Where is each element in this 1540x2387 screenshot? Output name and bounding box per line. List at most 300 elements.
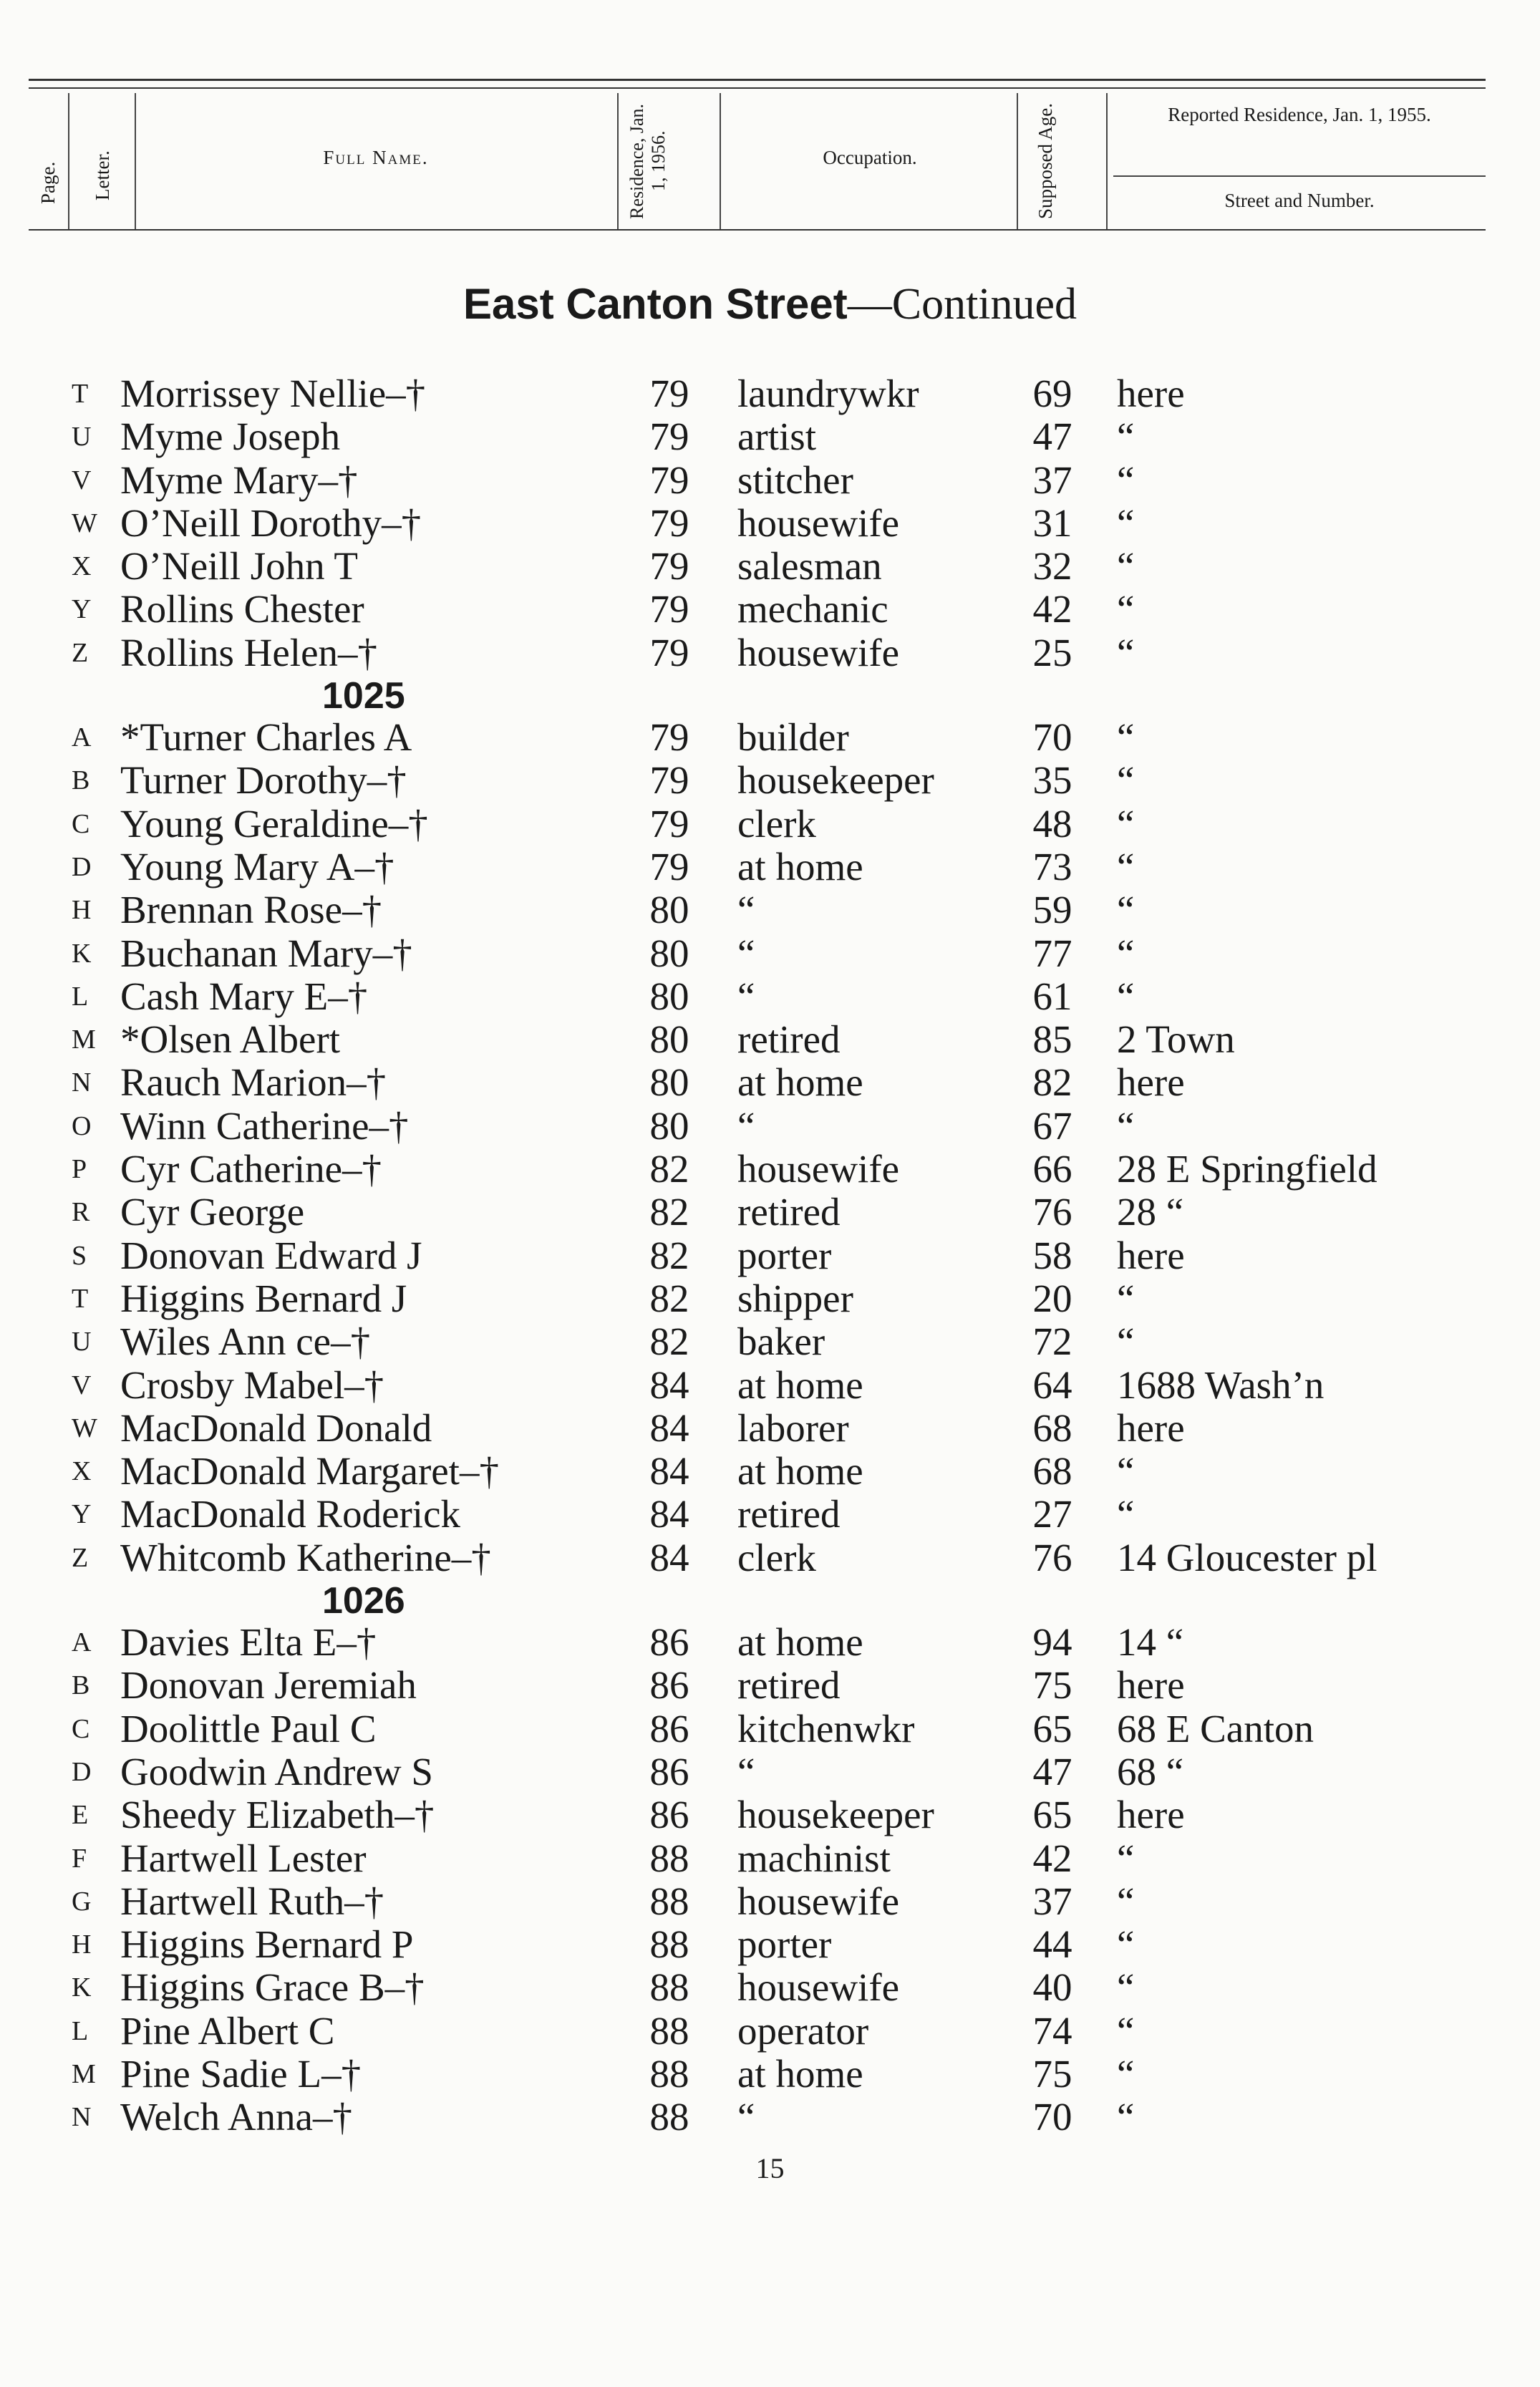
- residence-number: 79: [649, 801, 689, 846]
- resident-row: [0, 1105, 1540, 1148]
- column-header: [29, 79, 1486, 233]
- resident-name: Rauch Marion–†: [120, 1060, 387, 1105]
- supposed-age: 40: [1032, 1965, 1072, 2010]
- resident-row: [0, 502, 1540, 545]
- occupation: builder: [737, 715, 849, 760]
- row-letter: O: [72, 1110, 92, 1141]
- residence-number: 88: [649, 1836, 689, 1880]
- resident-row: [0, 716, 1540, 759]
- resident-row: [0, 1191, 1540, 1234]
- resident-name: Myme Mary–†: [120, 457, 358, 502]
- supposed-age: 82: [1032, 1060, 1072, 1105]
- supposed-age: 31: [1032, 500, 1072, 545]
- row-letter: W: [72, 508, 97, 538]
- occupation: at home: [737, 1060, 863, 1105]
- residence-number: 79: [649, 715, 689, 760]
- row-letter: Z: [72, 1542, 89, 1573]
- supposed-age: 85: [1032, 1017, 1072, 1062]
- row-letter: R: [72, 1197, 90, 1228]
- supposed-age: 65: [1032, 1706, 1072, 1751]
- previous-residence: 28 “: [1117, 1190, 1184, 1234]
- header-reported-residence: Reported Residence, Jan. 1, 1955.: [1168, 104, 1431, 125]
- resident-row: [0, 1493, 1540, 1536]
- header-top-rule: [29, 79, 1486, 81]
- header-street-number: Street and Number.: [1224, 190, 1375, 211]
- directory-page-marker: [0, 1579, 1540, 1621]
- resident-name: Buchanan Mary–†: [120, 931, 412, 975]
- previous-residence: 2 Town: [1117, 1017, 1235, 1062]
- previous-residence: 68 “: [1117, 1749, 1184, 1793]
- resident-name: O’Neill John T: [120, 544, 359, 589]
- resident-name: Rollins Helen–†: [120, 630, 378, 674]
- previous-residence: here: [1117, 1405, 1185, 1450]
- column-divider: [720, 93, 721, 229]
- residence-number: 82: [649, 1190, 689, 1234]
- residence-number: 84: [649, 1449, 689, 1493]
- previous-residence: “: [1117, 1320, 1135, 1364]
- row-letter: U: [72, 1327, 92, 1357]
- residence-number: 82: [649, 1320, 689, 1364]
- occupation: housekeeper: [737, 758, 934, 803]
- occupation: retired: [737, 1017, 841, 1062]
- page-number: 15: [755, 2152, 785, 2184]
- supposed-age: 47: [1032, 1749, 1072, 1793]
- resident-row: [0, 1407, 1540, 1450]
- supposed-age: 76: [1032, 1190, 1072, 1234]
- row-letter: E: [72, 1800, 89, 1831]
- resident-name: Turner Dorothy–†: [120, 758, 407, 803]
- supposed-age: 77: [1032, 931, 1072, 975]
- resident-row: [0, 1621, 1540, 1664]
- row-letter: D: [72, 1756, 92, 1787]
- row-letter: K: [72, 1972, 92, 2003]
- occupation: baker: [737, 1320, 825, 1364]
- row-letter: X: [72, 551, 92, 582]
- occupation: kitchenwkr: [737, 1706, 915, 1751]
- resident-name: Rollins Chester: [120, 587, 364, 631]
- resident-row: [0, 803, 1540, 846]
- residence-number: 79: [649, 500, 689, 545]
- residence-number: 84: [649, 1362, 689, 1407]
- row-letter: K: [72, 938, 92, 969]
- resident-name: Cyr George: [120, 1190, 305, 1234]
- residence-number: 86: [649, 1749, 689, 1793]
- residence-number: 80: [649, 974, 689, 1018]
- residence-number: 84: [649, 1535, 689, 1579]
- section-title: [0, 279, 1540, 330]
- resident-name: Winn Catherine–†: [120, 1103, 409, 1148]
- previous-residence: here: [1117, 1233, 1185, 1277]
- resident-row: [0, 588, 1540, 631]
- previous-residence: “: [1117, 1922, 1135, 1967]
- occupation: “: [737, 974, 755, 1018]
- supposed-age: 72: [1032, 1320, 1072, 1364]
- occupation: “: [737, 1103, 755, 1148]
- residence-number: 86: [649, 1793, 689, 1837]
- resident-row: [0, 1450, 1540, 1493]
- supposed-age: 44: [1032, 1922, 1072, 1967]
- previous-residence: “: [1117, 974, 1135, 1018]
- resident-row: [0, 1234, 1540, 1277]
- residence-number: 79: [649, 630, 689, 674]
- row-letter: C: [72, 808, 90, 839]
- residence-number: 80: [649, 931, 689, 975]
- occupation: housewife: [737, 1879, 900, 1923]
- residence-number: 79: [649, 587, 689, 631]
- previous-residence: here: [1117, 1793, 1185, 1837]
- occupation: at home: [737, 1362, 863, 1407]
- row-letter: L: [72, 2015, 89, 2046]
- previous-residence: “: [1117, 457, 1135, 502]
- column-divider: [1106, 93, 1108, 229]
- supposed-age: 37: [1032, 457, 1072, 502]
- residence-number: 88: [649, 2095, 689, 2139]
- previous-residence: “: [1117, 844, 1135, 889]
- occupation: stitcher: [737, 457, 853, 502]
- occupation: laundrywkr: [737, 372, 919, 415]
- occupation: retired: [737, 1190, 841, 1234]
- residence-number: 79: [649, 844, 689, 889]
- resident-name: Hartwell Lester: [120, 1836, 367, 1880]
- previous-residence: here: [1117, 1060, 1185, 1105]
- residence-number: 86: [649, 1706, 689, 1751]
- occupation: “: [737, 1749, 755, 1793]
- resident-name: Welch Anna–†: [120, 2095, 352, 2139]
- resident-row: [0, 1320, 1540, 1363]
- row-letter: A: [72, 1627, 92, 1658]
- header-age: Supposed Age.: [1035, 103, 1056, 219]
- previous-residence: “: [1117, 1492, 1135, 1536]
- row-letter: C: [72, 1713, 90, 1744]
- resident-row: [0, 1708, 1540, 1751]
- resident-row: [0, 2096, 1540, 2139]
- row-letter: D: [72, 851, 92, 882]
- resident-name: Young Geraldine–†: [120, 801, 428, 846]
- row-letter: W: [72, 1413, 97, 1443]
- resident-name: Young Mary A–†: [120, 844, 394, 889]
- residence-number: 88: [649, 2051, 689, 2096]
- resident-name: *Turner Charles A: [120, 715, 412, 760]
- resident-row: [0, 1837, 1540, 1880]
- supposed-age: 47: [1032, 415, 1072, 459]
- row-letter: Z: [72, 637, 89, 668]
- previous-residence: here: [1117, 372, 1185, 415]
- supposed-age: 73: [1032, 844, 1072, 889]
- occupation: retired: [737, 1663, 841, 1708]
- occupation: clerk: [737, 1535, 816, 1579]
- residence-number: 79: [649, 758, 689, 803]
- resident-row: [0, 1664, 1540, 1707]
- row-letter: F: [72, 1843, 87, 1874]
- resident-name: Brennan Rose–†: [120, 888, 382, 932]
- previous-residence: “: [1117, 1836, 1135, 1880]
- row-letter: S: [72, 1240, 87, 1271]
- residence-number: 80: [649, 1017, 689, 1062]
- resident-name: Pine Albert C: [120, 2008, 335, 2053]
- previous-residence: “: [1117, 415, 1135, 459]
- supposed-age: 70: [1032, 2095, 1072, 2139]
- previous-residence: “: [1117, 1879, 1135, 1923]
- resident-name: O’Neill Dorothy–†: [120, 500, 422, 545]
- supposed-age: 25: [1032, 630, 1072, 674]
- supposed-age: 27: [1032, 1492, 1072, 1536]
- supposed-age: 68: [1032, 1449, 1072, 1493]
- residence-number: 88: [649, 2008, 689, 2053]
- row-letter: B: [72, 765, 90, 796]
- residence-number: 84: [649, 1405, 689, 1450]
- resident-name: Goodwin Andrew S: [120, 1749, 433, 1793]
- resident-row: [0, 631, 1540, 674]
- supposed-age: 94: [1032, 1620, 1072, 1665]
- previous-residence: “: [1117, 587, 1135, 631]
- residence-number: 80: [649, 888, 689, 932]
- header-letter: Letter.: [92, 150, 113, 200]
- row-letter: A: [72, 722, 92, 753]
- previous-residence: 14 Gloucester pl: [1117, 1535, 1377, 1579]
- residence-number: 88: [649, 1965, 689, 2010]
- title-dash: —: [847, 280, 892, 329]
- supposed-age: 67: [1032, 1103, 1072, 1148]
- occupation: porter: [737, 1233, 832, 1277]
- resident-name: Cash Mary E–†: [120, 974, 368, 1018]
- supposed-age: 70: [1032, 715, 1072, 760]
- resident-name: Wiles Ann ce–†: [120, 1320, 371, 1364]
- occupation: machinist: [737, 1836, 891, 1880]
- header-bottom-rule: [29, 229, 1486, 231]
- residence-number: 88: [649, 1922, 689, 1967]
- previous-residence: 68 E Canton: [1117, 1706, 1314, 1751]
- residence-number: 79: [649, 372, 689, 415]
- row-letter: N: [72, 1067, 92, 1098]
- supposed-age: 64: [1032, 1362, 1072, 1407]
- resident-name: MacDonald Donald: [120, 1405, 432, 1450]
- resident-name: Davies Elta E–†: [120, 1620, 377, 1665]
- occupation: shipper: [737, 1276, 853, 1320]
- previous-residence: “: [1117, 888, 1135, 932]
- occupation: housewife: [737, 1965, 900, 2010]
- row-letter: U: [72, 422, 92, 452]
- residence-number: 82: [649, 1233, 689, 1277]
- resident-name: Sheedy Elizabeth–†: [120, 1793, 435, 1837]
- occupation: laborer: [737, 1405, 849, 1450]
- row-letter: M: [72, 2058, 96, 2089]
- resident-name: Higgins Grace B–†: [120, 1965, 425, 2010]
- supposed-age: 35: [1032, 758, 1072, 803]
- row-letter: P: [72, 1154, 87, 1185]
- occupation: porter: [737, 1922, 832, 1967]
- resident-name: MacDonald Roderick: [120, 1492, 460, 1536]
- resident-row: [0, 1364, 1540, 1407]
- header-full-name: Full Name.: [323, 147, 429, 168]
- occupation: housewife: [737, 1147, 900, 1191]
- residence-number: 80: [649, 1060, 689, 1105]
- resident-row: [0, 932, 1540, 975]
- occupation: mechanic: [737, 587, 888, 631]
- residence-number: 79: [649, 415, 689, 459]
- residence-number: 82: [649, 1147, 689, 1191]
- previous-residence: “: [1117, 500, 1135, 545]
- resident-name: *Olsen Albert: [120, 1017, 341, 1062]
- previous-residence: “: [1117, 1965, 1135, 2010]
- occupation: housekeeper: [737, 1793, 934, 1837]
- resident-row: [0, 889, 1540, 931]
- resident-row: [0, 415, 1540, 458]
- resident-row: [0, 1966, 1540, 2009]
- row-letter: X: [72, 1456, 92, 1487]
- previous-residence: “: [1117, 931, 1135, 975]
- supposed-age: 59: [1032, 888, 1072, 932]
- supposed-age: 20: [1032, 1276, 1072, 1320]
- residence-number: 79: [649, 544, 689, 589]
- occupation: clerk: [737, 801, 816, 846]
- supposed-age: 75: [1032, 1663, 1072, 1708]
- row-letter: H: [72, 1930, 92, 1960]
- residence-number: 79: [649, 457, 689, 502]
- column-divider: [1017, 93, 1018, 229]
- supposed-age: 37: [1032, 1879, 1072, 1923]
- resident-name: Morrissey Nellie–†: [120, 372, 426, 415]
- occupation: “: [737, 888, 755, 932]
- residence-number: 88: [649, 1879, 689, 1923]
- resident-name: Myme Joseph: [120, 415, 341, 459]
- previous-residence: “: [1117, 630, 1135, 674]
- resident-row: [0, 1880, 1540, 1923]
- previous-residence: “: [1117, 801, 1135, 846]
- row-letter: H: [72, 895, 92, 926]
- column-divider: [617, 93, 619, 229]
- row-letter: G: [72, 1886, 92, 1917]
- row-letter: M: [72, 1025, 96, 1055]
- resident-row: [0, 1061, 1540, 1104]
- continued-label: Continued: [891, 280, 1077, 329]
- supposed-age: 48: [1032, 801, 1072, 846]
- previous-residence: 28 E Springfield: [1117, 1147, 1377, 1191]
- supposed-age: 66: [1032, 1147, 1072, 1191]
- row-letter: V: [72, 1370, 92, 1400]
- resident-name: Higgins Bernard P: [120, 1922, 414, 1967]
- previous-residence: “: [1117, 1276, 1135, 1320]
- resident-row: [0, 1277, 1540, 1320]
- resident-name: Pine Sadie L–†: [120, 2051, 362, 2096]
- residence-number: 84: [649, 1492, 689, 1536]
- header-top-rule-inner: [29, 87, 1486, 89]
- supposed-age: 58: [1032, 1233, 1072, 1277]
- page-marker-number: 1025: [322, 675, 405, 717]
- supposed-age: 42: [1032, 1836, 1072, 1880]
- directory-page-marker: [0, 674, 1540, 716]
- supposed-age: 65: [1032, 1793, 1072, 1837]
- row-letter: L: [72, 981, 89, 1012]
- supposed-age: 74: [1032, 2008, 1072, 2053]
- row-letter: T: [72, 379, 89, 409]
- occupation: retired: [737, 1492, 841, 1536]
- resident-row: [0, 975, 1540, 1018]
- resident-row: [0, 2053, 1540, 2096]
- resident-row: [0, 545, 1540, 588]
- resident-name: Doolittle Paul C: [120, 1706, 377, 1751]
- resident-row: [0, 1018, 1540, 1061]
- resident-name: Hartwell Ruth–†: [120, 1879, 384, 1923]
- previous-residence: “: [1117, 2008, 1135, 2053]
- row-letter: Y: [72, 594, 92, 625]
- previous-residence: here: [1117, 1663, 1185, 1708]
- column-divider: [135, 93, 136, 229]
- occupation: at home: [737, 1620, 863, 1665]
- occupation: operator: [737, 2008, 869, 2053]
- resident-row: [0, 459, 1540, 502]
- row-letter: T: [72, 1283, 89, 1314]
- header-residence: Residence, Jan. 1, 1956.: [626, 103, 669, 219]
- resident-list: [0, 372, 1540, 2139]
- header-sub-rule: [1113, 175, 1486, 177]
- resident-name: Donovan Edward J: [120, 1233, 422, 1277]
- column-divider: [68, 93, 69, 229]
- resident-row: [0, 759, 1540, 802]
- previous-residence: “: [1117, 2051, 1135, 2096]
- supposed-age: 32: [1032, 544, 1072, 589]
- occupation: “: [737, 2095, 755, 2139]
- resident-row: [0, 1536, 1540, 1579]
- residence-number: 86: [649, 1620, 689, 1665]
- residence-number: 80: [649, 1103, 689, 1148]
- resident-name: Donovan Jeremiah: [120, 1663, 417, 1708]
- resident-row: [0, 1751, 1540, 1793]
- residence-number: 82: [649, 1276, 689, 1320]
- previous-residence: “: [1117, 1103, 1135, 1148]
- previous-residence: 14 “: [1117, 1620, 1184, 1665]
- row-letter: B: [72, 1670, 90, 1701]
- resident-name: Whitcomb Katherine–†: [120, 1535, 491, 1579]
- row-letter: Y: [72, 1499, 92, 1530]
- residence-number: 86: [649, 1663, 689, 1708]
- header-occupation: Occupation.: [823, 147, 917, 168]
- supposed-age: 42: [1032, 587, 1072, 631]
- previous-residence: “: [1117, 2095, 1135, 2139]
- supposed-age: 69: [1032, 372, 1072, 415]
- previous-residence: “: [1117, 544, 1135, 589]
- occupation: salesman: [737, 544, 882, 589]
- occupation: housewife: [737, 630, 900, 674]
- row-letter: V: [72, 465, 92, 495]
- resident-row: [0, 1793, 1540, 1836]
- supposed-age: 75: [1032, 2051, 1072, 2096]
- occupation: artist: [737, 415, 816, 459]
- previous-residence: “: [1117, 715, 1135, 760]
- previous-residence: “: [1117, 1449, 1135, 1493]
- resident-row: [0, 1148, 1540, 1191]
- resident-name: Higgins Bernard J: [120, 1276, 407, 1320]
- resident-row: [0, 846, 1540, 889]
- header-page: Page.: [37, 161, 59, 204]
- street-name: East Canton Street: [463, 280, 848, 328]
- previous-residence: “: [1117, 758, 1135, 803]
- supposed-age: 61: [1032, 974, 1072, 1018]
- resident-row: [0, 1923, 1540, 1966]
- page-marker-number: 1026: [322, 1580, 405, 1622]
- resident-name: MacDonald Margaret–†: [120, 1449, 499, 1493]
- row-letter: N: [72, 2102, 92, 2133]
- resident-row: [0, 372, 1540, 415]
- occupation: at home: [737, 1449, 863, 1493]
- occupation: housewife: [737, 500, 900, 545]
- previous-residence: 1688 Wash’n: [1117, 1362, 1325, 1407]
- occupation: at home: [737, 844, 863, 889]
- resident-row: [0, 2010, 1540, 2053]
- occupation: at home: [737, 2051, 863, 2096]
- supposed-age: 68: [1032, 1405, 1072, 1450]
- supposed-age: 76: [1032, 1535, 1072, 1579]
- resident-name: Crosby Mabel–†: [120, 1362, 384, 1407]
